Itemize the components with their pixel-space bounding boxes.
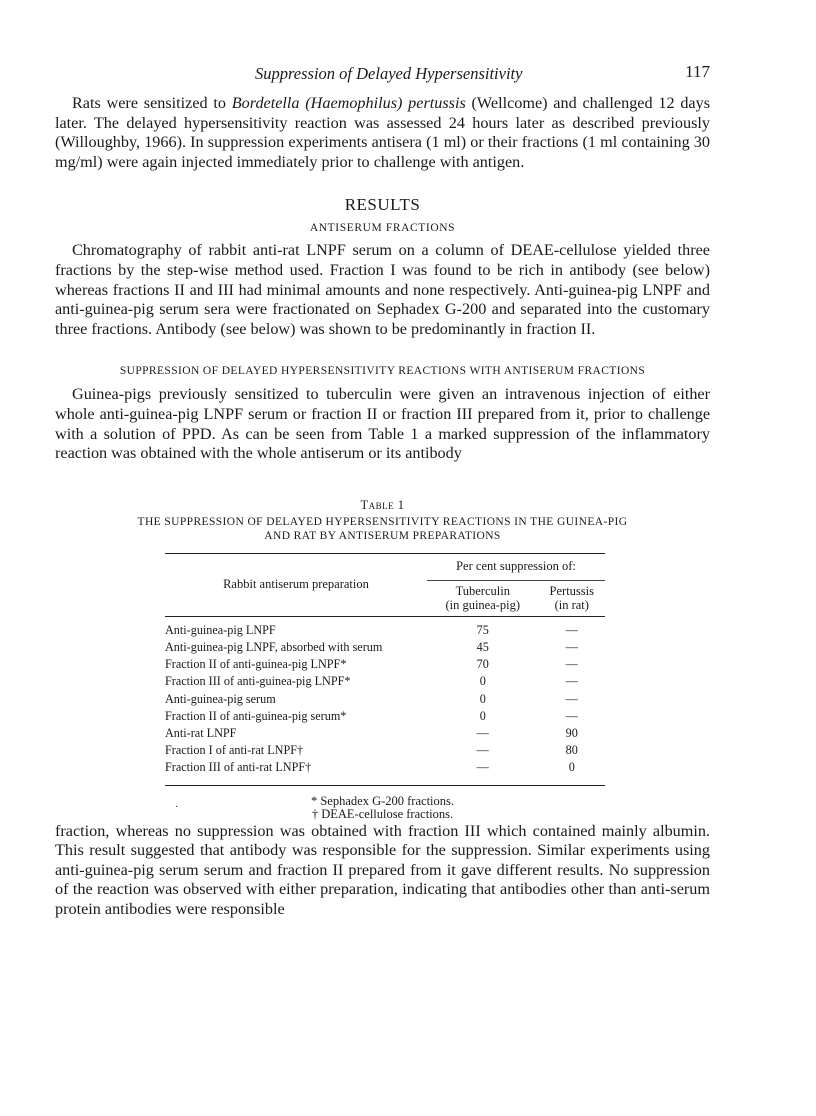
- row-tuberculin-value: 70: [476, 657, 489, 672]
- row-preparation: Fraction II of anti-guinea-pig LNPF*: [165, 657, 347, 672]
- closing-paragraph: fraction, whereas no suppression was obtained with fraction III which contained mainly albumin. This result suggested that antibody was responsible for the suppression. Similar experiments using anti-guinea-pig serum serum and fraction II prepared from it gave different results. No suppression of the reaction was observed with either preparation, indicating that antibodies other than anti-serum protein antibodies were responsible: [55, 821, 710, 918]
- column-group-header: Per cent suppression of:: [427, 553, 605, 580]
- row-pertussis-value: 80: [565, 743, 578, 758]
- row-preparation: Anti-guinea-pig LNPF: [165, 622, 276, 637]
- table-1: [55, 498, 710, 822]
- row-preparation: Anti-guinea-pig LNPF, absorbed with serum: [165, 639, 383, 654]
- row-tuberculin-value: 0: [479, 691, 486, 706]
- journal-page: [55, 58, 710, 920]
- tuberculin-header-line-2: (in guinea-pig): [445, 597, 521, 612]
- row-preparation: Fraction I of anti-rat LNPF†: [165, 743, 304, 758]
- running-head: [55, 58, 710, 88]
- tuberculin-header-line-1: Tuberculin: [455, 583, 510, 598]
- column-header-preparation: Rabbit antiserum preparation: [223, 577, 369, 592]
- column-header-tuberculin: [427, 580, 539, 616]
- table-row: [165, 673, 605, 690]
- row-tuberculin-value: 0: [479, 708, 486, 723]
- row-preparation: Anti-rat LNPF: [165, 725, 237, 740]
- row-pertussis-value: —: [565, 691, 578, 706]
- row-tuberculin-value: 45: [476, 639, 489, 654]
- row-pertussis-value: —: [565, 674, 578, 689]
- methods-text-end: (Wellcome) and challenged 12 days later. The delayed hypersensitivity reaction was assessed 24 hours later as described previously (Willoughby, 1966). In suppression experiments antisera (1 ml) or their fractions (1 ml containing 30 mg/ml) were again injected immediately prior to challenge with antigen.: [55, 94, 710, 171]
- row-pertussis-value: —: [565, 657, 578, 672]
- suppression-table: [165, 553, 605, 786]
- row-pertussis-value: —: [565, 622, 578, 637]
- pertussis-header-line-2: (in rat): [554, 597, 589, 612]
- stray-print-mark: ·: [175, 801, 179, 813]
- row-tuberculin-value: —: [476, 725, 489, 740]
- table-row: [165, 656, 605, 673]
- table-caption-line-1: THE SUPPRESSION OF DELAYED HYPERSENSITIVITY REACTIONS IN THE GUINEA-PIG: [137, 515, 628, 528]
- row-preparation: Fraction III of anti-rat LNPF†: [165, 760, 312, 775]
- footnote-deae: † DEAE-cellulose fractions.: [311, 807, 454, 822]
- row-pertussis-value: 90: [565, 725, 578, 740]
- row-tuberculin-value: —: [476, 760, 489, 775]
- table-row: [165, 691, 605, 708]
- table-row: [165, 759, 605, 785]
- running-title: Suppression of Delayed Hypersensitivity: [255, 64, 523, 83]
- table-label: Table 1: [360, 497, 405, 512]
- footnote-sephadex: * Sephadex G-200 fractions.: [310, 793, 455, 808]
- methods-paragraph: [55, 94, 710, 172]
- row-tuberculin-value: 0: [479, 674, 486, 689]
- table-footnotes: [55, 795, 710, 822]
- table-row: [165, 742, 605, 759]
- antiserum-fractions-paragraph: Chromatography of rabbit anti-rat LNPF serum on a column of DEAE-cellulose yielded three fractions by the step-wise method used. Fraction I was found to be rich in antibody (see below) whereas fractions II and III had minimal amounts and none respectively. Anti-guinea-pig LNPF and anti-guinea-pig serum sera were fractionated on Sephadex G-200 and separated into the customary three fractions. Antibody (see below) was shown to be predominantly in fraction II.: [55, 241, 710, 338]
- table-row: [165, 616, 605, 639]
- row-pertussis-value: —: [565, 639, 578, 654]
- table-row: [165, 725, 605, 742]
- page-number: 117: [685, 62, 710, 81]
- suppression-paragraph: Guinea-pigs previously sensitized to tuberculin were given an intravenous injection of either whole anti-guinea-pig LNPF serum or fraction II or fraction III prepared from it, prior to challenge with a solution of PPD. As can be seen from Table 1 a marked suppression of the inflammatory reaction was obtained with the whole antiserum or its antibody: [55, 385, 710, 463]
- methods-text-start: Rats were sensitized to: [72, 94, 232, 112]
- table-caption-line-2: AND RAT BY ANTISERUM PREPARATIONS: [264, 529, 501, 542]
- row-pertussis-value: —: [565, 708, 578, 723]
- table-caption: [55, 515, 710, 543]
- row-tuberculin-value: —: [476, 743, 489, 758]
- organism-name: Bordetella (Haemophilus) pertussis: [231, 94, 466, 112]
- pertussis-header-line-1: Pertussis: [549, 583, 594, 598]
- table-row: [165, 639, 605, 656]
- row-pertussis-value: 0: [568, 760, 575, 775]
- suppression-subheading: SUPPRESSION OF DELAYED HYPERSENSITIVITY REACTIONS WITH ANTISERUM FRACTIONS: [119, 365, 646, 378]
- antiserum-fractions-subheading: ANTISERUM FRACTIONS: [309, 222, 456, 235]
- results-heading: RESULTS: [344, 195, 421, 215]
- row-tuberculin-value: 75: [476, 622, 489, 637]
- table-row: [165, 708, 605, 725]
- row-preparation: Fraction II of anti-guinea-pig serum*: [165, 708, 347, 723]
- column-header-pertussis: [539, 580, 605, 616]
- row-preparation: Fraction III of anti-guinea-pig LNPF*: [165, 674, 351, 689]
- row-preparation: Anti-guinea-pig serum: [165, 691, 276, 706]
